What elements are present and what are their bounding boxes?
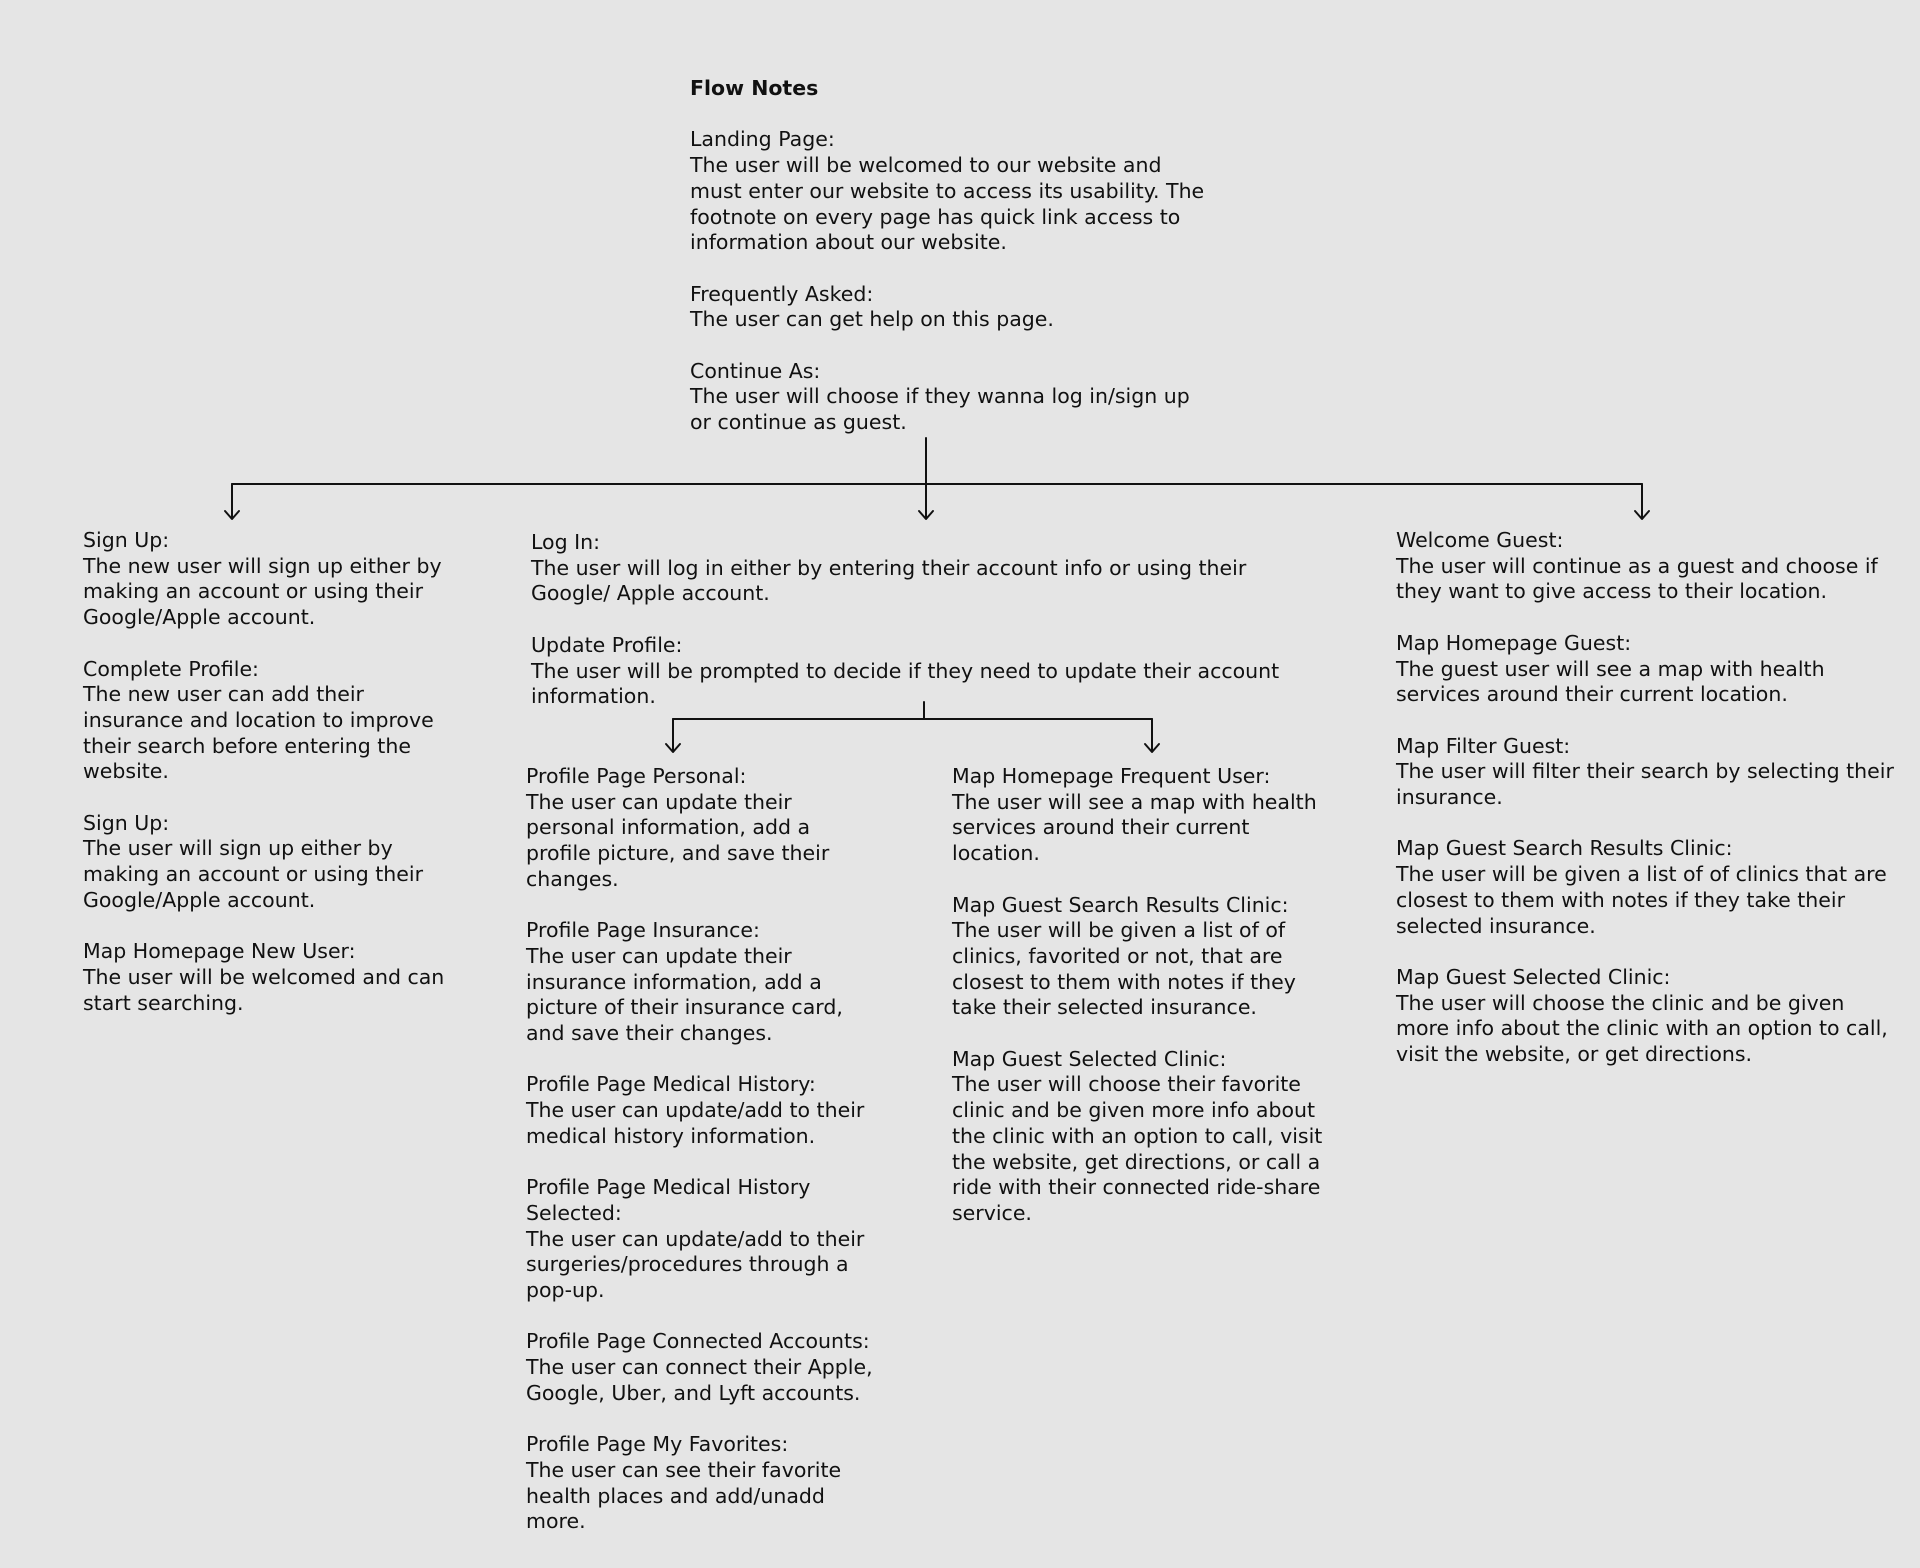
flow-notes-title: Flow Notes [690, 76, 819, 100]
section-body: The user will be given a list of of clinics that are closest to them with notes if they take their selected insurance. [1396, 862, 1887, 938]
section-body: The guest user will see a map with health services around their current location. [1396, 656, 1825, 707]
section-body: The user can update/add to their medical history information. [526, 1098, 865, 1148]
note-section [1396, 631, 1896, 708]
guest-column [1396, 528, 1896, 1068]
section-body: The new user will sign up either by making an account or using their Google/Apple account. [83, 553, 442, 630]
flow-notes-block [690, 76, 1210, 436]
note-section [526, 764, 876, 893]
section-heading: Map Guest Search Results Clinic: [952, 892, 1289, 917]
section-heading: Log In: [531, 530, 601, 554]
section-body: The user can update their personal information, add a profile picture, and save their changes. [526, 789, 830, 891]
section-heading: Profile Page My Favorites: [526, 1432, 789, 1457]
note-section [531, 530, 1311, 607]
note-section [690, 127, 1210, 256]
note-section [83, 811, 453, 914]
section-heading: Profile Page Connected Accounts: [526, 1329, 870, 1354]
section-heading: Sign Up: [83, 810, 170, 835]
section-heading: Map Filter Guest: [1396, 733, 1571, 758]
note-section [83, 657, 453, 786]
note-section [690, 359, 1210, 436]
section-heading: Map Homepage Guest: [1396, 630, 1632, 655]
section-body: The user can get help on this page. [690, 307, 1054, 332]
section-heading: Complete Profile: [83, 656, 259, 681]
section-heading: Profile Page Personal: [526, 764, 747, 788]
section-body: The new user can add their insurance and location to improve their search before entering the website. [83, 682, 434, 784]
section-heading: Update Profile: [531, 632, 683, 657]
section-body: The user will be welcomed to our website and must enter our website to access its usability. The footnote on every page has quick link access to information about our website. [690, 153, 1205, 255]
section-heading: Map Guest Selected Clinic: [1396, 964, 1671, 989]
section-heading: Map Guest Selected Clinic: [952, 1046, 1227, 1071]
section-heading: Sign Up: [83, 528, 170, 552]
note-section [83, 528, 453, 631]
section-body: The user will be given a list of of clinics, favorited or not, that are closest to them with notes if they take their selected insurance. [952, 918, 1296, 1020]
login-column [531, 530, 1311, 710]
section-heading: Map Homepage Frequent User: [952, 764, 1271, 788]
note-section [526, 1329, 876, 1406]
note-section [952, 764, 1332, 867]
section-body: The user will choose their favorite clinic and be given more info about the clinic with an option to call, visit the website, get directions, or call a ride with their connected ride-share service. [952, 1072, 1323, 1225]
note-section [1396, 965, 1896, 1068]
section-body: The user will log in either by entering their account info or using their Google/ Apple account. [531, 555, 1247, 606]
note-section [1396, 528, 1896, 605]
note-section [526, 1432, 876, 1535]
section-heading: Frequently Asked: [690, 281, 874, 306]
section-heading: Map Homepage New User: [83, 939, 356, 964]
section-body: The user will sign up either by making an account or using their Google/Apple account. [83, 836, 424, 912]
note-section [1396, 734, 1896, 811]
section-heading: Profile Page Medical History: [526, 1072, 816, 1097]
section-body: The user will see a map with health services around their current location. [952, 789, 1317, 866]
section-body: The user will choose the clinic and be given more info about the clinic with an option to call, visit the website, or get directions. [1396, 990, 1888, 1066]
note-section [531, 633, 1311, 710]
section-heading: Map Guest Search Results Clinic: [1396, 836, 1733, 861]
section-body: The user will be prompted to decide if they need to update their account information. [531, 658, 1280, 709]
section-heading: Profile Page Insurance: [526, 918, 760, 943]
section-body: The user can see their favorite health places and add/unadd more. [526, 1457, 842, 1534]
section-body: The user can connect their Apple, Google, Uber, and Lyft accounts. [526, 1355, 873, 1405]
note-section [83, 939, 453, 1016]
note-section [952, 1047, 1332, 1227]
section-heading: Welcome Guest: [1396, 528, 1564, 552]
section-body: The user can update their insurance information, add a picture of their insurance card, and save their changes. [526, 943, 843, 1046]
section-heading: Profile Page Medical History Selected: [526, 1175, 811, 1225]
profile-column [526, 764, 876, 1535]
note-section [690, 282, 1210, 333]
section-heading: Continue As: [690, 358, 821, 383]
section-heading: Landing Page: [690, 127, 835, 152]
section-body: The user will choose if they wanna log in/sign up or continue as guest. [690, 384, 1190, 435]
note-section [526, 1072, 876, 1149]
signup-column [83, 528, 453, 1016]
section-body: The user can update/add to their surgeries/procedures through a pop-up. [526, 1226, 865, 1303]
note-section [526, 918, 876, 1047]
section-body: The user will filter their search by selecting their insurance. [1396, 759, 1894, 809]
note-section [526, 1175, 876, 1304]
section-body: The user will be welcomed and can start searching. [83, 964, 445, 1015]
section-body: The user will continue as a guest and choose if they want to give access to their location. [1396, 553, 1878, 604]
map-user-column [952, 764, 1332, 1227]
note-section [1396, 836, 1896, 939]
note-section [952, 893, 1332, 1022]
